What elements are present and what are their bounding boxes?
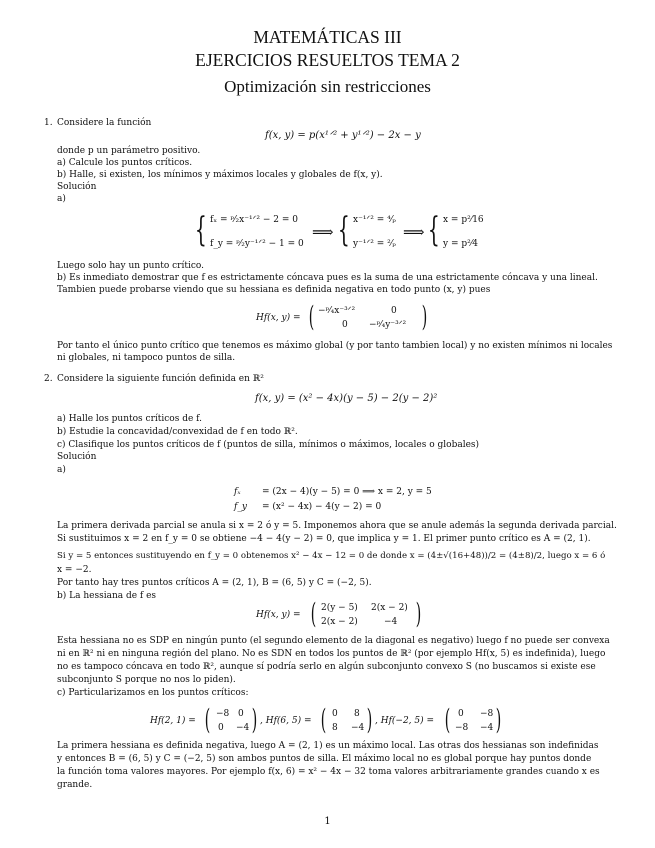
ex2-line: b) La hessiana de f es [57,591,157,601]
ex1-line: donde p un parámetro positivo. [57,146,201,156]
paren-left: ( [320,703,327,736]
cell: 0 [218,723,224,733]
ex1-intro: Considere la función [57,118,152,128]
sys3-row2: y = p²⁄4 [443,239,478,249]
ex2-line: Esta hessiana no es SDP en ningún punto (el segundo elemento de la diagonal es negativo) luego f no puede ser convexa [57,636,610,646]
implies-arrow-2: ⟹ [403,223,425,241]
sys1-row2: f_y = ᵖ⁄₂y⁻¹ᐟ² − 1 = 0 [210,239,304,249]
cell: 0 [391,306,397,316]
ex1-line: b) Es inmediato demostrar que f es estrictamente cóncava pues es la suma de una estrictamente cóncava y una lineal. [57,273,598,283]
cell: −8 [455,723,469,733]
paren-right: ) [421,300,428,333]
ex1-sol-a: a) [57,194,66,204]
ex2-function: f(x, y) = (x² − 4x)(y − 5) − 2(y − 2)² [255,393,438,404]
paren-right: ) [495,703,502,736]
hessian-B-lhs: , Hf(6, 5) = [260,716,312,726]
page-number: 1 [324,816,331,827]
cell: −4 [480,723,494,733]
title-topic: Optimización sin restricciones [224,77,431,96]
ex2-line: Si y = 5 entonces sustituyendo en f_y = 0 obtenemos x² − 4x − 12 = 0 de donde x = (4±√(16+48))/2 = (4±8)/2, luego x = 6 ó [57,551,606,561]
ex1-function: f(x, y) = p(x¹ᐟ² + y¹ᐟ²) − 2x − y [265,130,421,141]
ex2-line: La primera derivada parcial se anula si x = 2 ó y = 5. Imponemos ahora que se anule además la segunda derivada parcial. [57,521,617,531]
brace-3: { [427,210,440,250]
implies-arrow-1: ⟹ [312,223,334,241]
ex2-sol-a: a) [57,465,66,475]
cell: 8 [354,709,360,719]
ex1-number: 1. [44,118,53,128]
cell: −ᵖ⁄₄y⁻³ᐟ² [369,320,407,330]
ex2-line: x = −2. [57,565,92,575]
ex1-line: Luego solo hay un punto crítico. [57,261,205,271]
ex2-line: la función toma valores mayores. Por ejemplo f(x, 6) = x² − 4x − 32 toma valores arbitrariamente grandes cuando x es [57,767,600,777]
ex1-line: ni globales, ni tampoco puntos de silla. [57,353,236,363]
cell: 0 [238,709,244,719]
ex2-line: c) Particularizamos en los puntos críticos: [57,688,249,698]
ex2-solution: Solución [57,452,97,462]
brace-1: { [194,210,207,250]
paren-left: ( [204,703,211,736]
ex1-solution: Solución [57,182,97,192]
hessian-A-lhs: Hf(2, 1) = [150,716,196,726]
ex2-intro: Considere la siguiente función definida en ℝ² [57,374,264,384]
title-subtitle: EJERCICIOS RESUELTOS TEMA 2 [195,50,460,70]
ex2-eq1-rhs: = (2x − 4)(y − 5) = 0 ⟹ x = 2, y = 5 [262,487,432,497]
ex1-part-a: a) Calcule los puntos críticos. [57,158,193,168]
cell: −4 [236,723,250,733]
cell: −4 [384,617,398,627]
ex2-eq2-rhs: = (x² − 4x) − 4(y − 2) = 0 [262,502,382,512]
ex2-line: Por tanto hay tres puntos críticos A = (2, 1), B = (6, 5) y C = (−2, 5). [57,578,372,588]
cell: −4 [351,723,365,733]
ex2-part-c: c) Clasifique los puntos críticos de f (puntos de silla, mínimos o máximos, locales o globales) [57,440,480,450]
title-course: MATEMÁTICAS III [253,27,402,47]
cell: 0 [332,709,338,719]
cell: 8 [332,723,338,733]
paren-right: ) [251,703,258,736]
ex1-part-b: b) Halle, si existen, los mínimos y máximos locales y globales de f(x, y). [57,170,383,180]
brace-2: { [337,210,350,250]
cell: 2(x − 2) [371,603,408,613]
cell: 0 [458,709,464,719]
ex2-line: La primera hessiana es definida negativa, luego A = (2, 1) es un máximo local. Las otras dos hessianas son indefinidas [57,741,599,751]
paren-left: ( [308,300,315,333]
ex2-line: no es tampoco cóncava en todo ℝ², aunque sí podría serlo en algún subconjunto convexo S (no buscamos si existe ese [57,662,596,672]
paren-left: ( [310,597,317,630]
cell: −8 [480,709,494,719]
ex2-critical-hessians [150,703,510,739]
ex2-line: ni en ℝ² ni en ninguna región del plano. No es SDN en todos los puntos de ℝ² (por ejemplo Hf(x, 5) es indefinida), luego [57,649,606,659]
cell: 2(x − 2) [321,617,358,627]
ex2-line: subconjunto S porque no nos lo piden). [57,675,236,685]
ex2-line: grande. [57,780,93,790]
ex2-part-a: a) Halle los puntos críticos de f. [57,414,203,424]
ex1-hessian [256,300,456,336]
ex1-line: Por tanto el único punto crítico que tenemos es máximo global (y por tanto tambien local) y no existen mínimos ni locales [57,341,613,351]
ex1-system [190,205,490,261]
hessian-lhs: Hf(x, y) = [256,313,301,323]
ex2-line: y entonces B = (6, 5) y C = (−2, 5) son ambos puntos de silla. El máximo local no es global porque hay puntos donde [57,754,592,764]
paren-right: ) [366,703,373,736]
sys2-row1: x⁻¹ᐟ² = ⁴⁄ₚ [353,215,396,225]
hessian-lhs: Hf(x, y) = [256,610,301,620]
paren-right: ) [415,597,422,630]
ex2-line: Si sustituimos x = 2 en f_y = 0 se obtiene −4 − 4(y − 2) = 0, que implica y = 1. El primer punto crítico es A = (2, 1). [57,534,591,544]
ex2-part-b: b) Estudie la concavidad/convexidad de f en todo ℝ². [57,427,298,437]
sys3-row1: x = p²⁄16 [443,215,484,225]
cell: 0 [342,320,348,330]
cell: 2(y − 5) [321,603,358,613]
ex2-number: 2. [44,374,53,384]
sys1-row1: fₓ = ᵖ⁄₂x⁻¹ᐟ² − 2 = 0 [210,215,298,225]
sys2-row2: y⁻¹ᐟ² = ²⁄ₚ [353,239,396,249]
ex2-hessian [256,597,436,633]
paren-left: ( [444,703,451,736]
cell: −ᵖ⁄₄x⁻³ᐟ² [318,306,356,316]
ex1-line: Tambien puede probarse viendo que su hessiana es definida negativa en todo punto (x, y) pues [57,285,491,295]
hessian-C-lhs: , Hf(−2, 5) = [375,716,435,726]
cell: −8 [216,709,230,719]
ex2-eq1-lhs: fₓ [234,487,241,497]
ex2-eq2-lhs: f_y [234,502,247,512]
